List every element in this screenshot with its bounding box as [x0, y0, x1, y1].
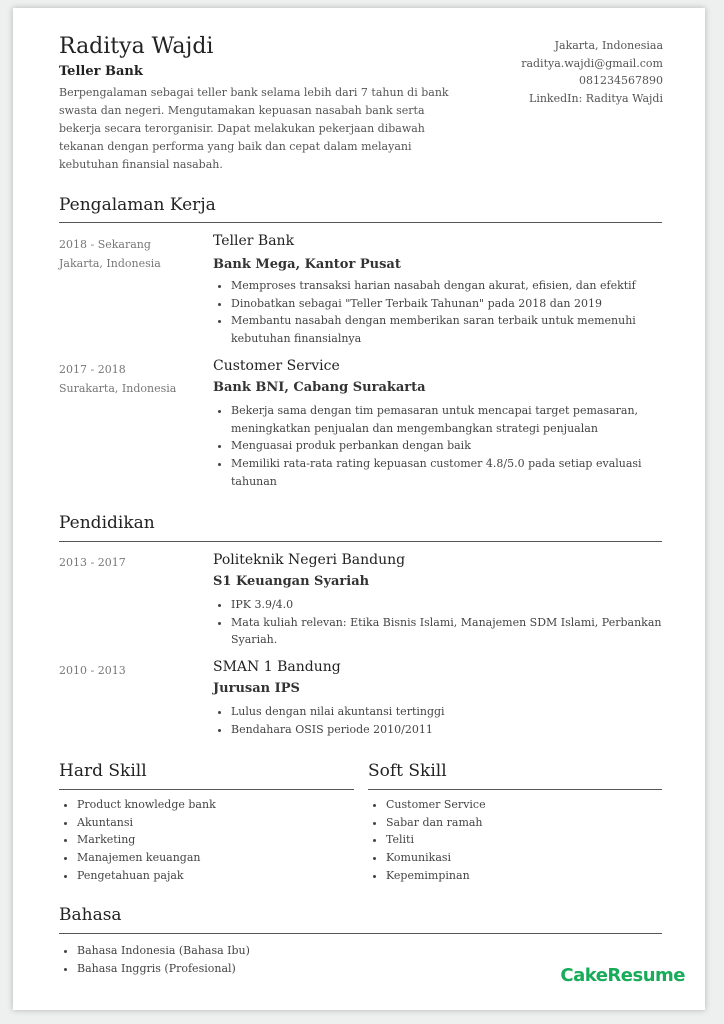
list-item: • Lulus dengan nilai akuntansi tertinggi	[231, 703, 676, 721]
profile-summary: Berpengalaman sebagai teller bank selama lebih dari 7 tahun di bank swasta dan negeri. Mengutamakan kepuasan nasabah bank serta bekerja secara terorganisir. Dapat melakukan pekerjaan dibawah tekanan dengan performa yang baik dan cepat dalam melayani kebutuhan finansial nasabah.	[59, 86, 449, 171]
language-list	[60, 942, 367, 977]
list-item: • Bendahara OSIS periode 2010/2011	[231, 721, 676, 739]
list-item: • Bahasa Indonesia (Bahasa Ibu)	[77, 942, 367, 960]
list-item: • Dinobatkan sebagai "Teller Terbaik Tahunan" pada 2018 dan 2019	[231, 295, 676, 313]
job-location: Surakarta, Indonesia	[59, 382, 177, 395]
section-divider	[59, 933, 662, 934]
candidate-role: Teller Bank	[59, 64, 143, 79]
job-company: Bank Mega, Kantor Pusat	[213, 257, 401, 272]
job-period: 2018 - Sekarang	[59, 238, 151, 251]
section-title-education: Pendidikan	[59, 513, 155, 533]
list-item: • Memproses transaksi harian nasabah dengan akurat, efisien, dan efektif	[231, 277, 676, 295]
contact-block	[521, 37, 663, 107]
candidate-name: Raditya Wajdi	[59, 34, 214, 59]
list-item: • Bahasa Inggris (Profesional)	[77, 960, 367, 978]
job-company: Bank BNI, Cabang Surakarta	[213, 380, 426, 395]
hard-skill-list	[60, 796, 367, 885]
section-title-experience: Pengalaman Kerja	[59, 195, 216, 215]
soft-skill-list	[369, 796, 676, 885]
section-title-languages: Bahasa	[59, 905, 122, 925]
list-item: • Product knowledge bank	[77, 796, 367, 814]
resume-page	[13, 8, 705, 1010]
section-title-hard-skill: Hard Skill	[59, 761, 147, 781]
list-item: • Menguasai produk perbankan dengan baik	[231, 437, 676, 455]
job-meta	[59, 360, 176, 398]
list-item: • Membantu nasabah dengan memberikan saran terbaik untuk memenuhi kebutuhan finansialnya	[231, 312, 676, 347]
section-title-soft-skill: Soft Skill	[368, 761, 447, 781]
job-bullets	[214, 277, 676, 348]
contact-email: raditya.wajdi@gmail.com	[521, 56, 663, 70]
cakeresume-logo[interactable]: CakeResume	[560, 965, 685, 986]
contact-location: Jakarta, Indonesiaa	[554, 39, 663, 52]
list-item: • Komunikasi	[386, 849, 676, 867]
list-item: • Sabar dan ramah	[386, 814, 676, 832]
contact-linkedin: LinkedIn: Raditya Wajdi	[529, 91, 663, 105]
list-item: • Teliti	[386, 831, 676, 849]
list-item: • Manajemen keuangan	[77, 849, 367, 867]
contact-phone: 081234567890	[579, 74, 663, 87]
school-program: S1 Keuangan Syariah	[213, 574, 370, 589]
list-item: • Marketing	[77, 831, 367, 849]
list-item: • Akuntansi	[77, 814, 367, 832]
school-period: 2010 - 2013	[59, 664, 126, 677]
job-period: 2017 - 2018	[59, 363, 126, 376]
school-period: 2013 - 2017	[59, 556, 126, 569]
list-item: • Mata kuliah relevan: Etika Bisnis Islami, Manajemen SDM Islami, Perbankan Syariah.	[231, 614, 676, 649]
list-item: • Memiliki rata-rata rating kepuasan customer 4.8/5.0 pada setiap evaluasi tahunan	[231, 455, 676, 490]
section-divider	[368, 789, 662, 790]
list-item: • Customer Service	[386, 796, 676, 814]
school-bullets	[214, 596, 676, 649]
job-title: Customer Service	[213, 358, 340, 374]
section-divider	[59, 222, 662, 223]
list-item: • Pengetahuan pajak	[77, 867, 367, 885]
job-bullets	[214, 402, 676, 491]
school-name: Politeknik Negeri Bandung	[213, 552, 406, 568]
school-bullets	[214, 703, 676, 738]
section-divider	[59, 789, 354, 790]
list-item: • Kepemimpinan	[386, 867, 676, 885]
school-program: Jurusan IPS	[213, 681, 300, 696]
job-location: Jakarta, Indonesia	[59, 257, 161, 270]
section-divider	[59, 541, 662, 542]
school-name: SMAN 1 Bandung	[213, 659, 341, 675]
list-item: • IPK 3.9/4.0	[231, 596, 676, 614]
job-title: Teller Bank	[213, 233, 295, 249]
list-item: • Bekerja sama dengan tim pemasaran untuk mencapai target pemasaran, meningkatkan penjualan dan mengembangkan strategi penjualan	[231, 402, 676, 437]
job-meta	[59, 235, 161, 273]
